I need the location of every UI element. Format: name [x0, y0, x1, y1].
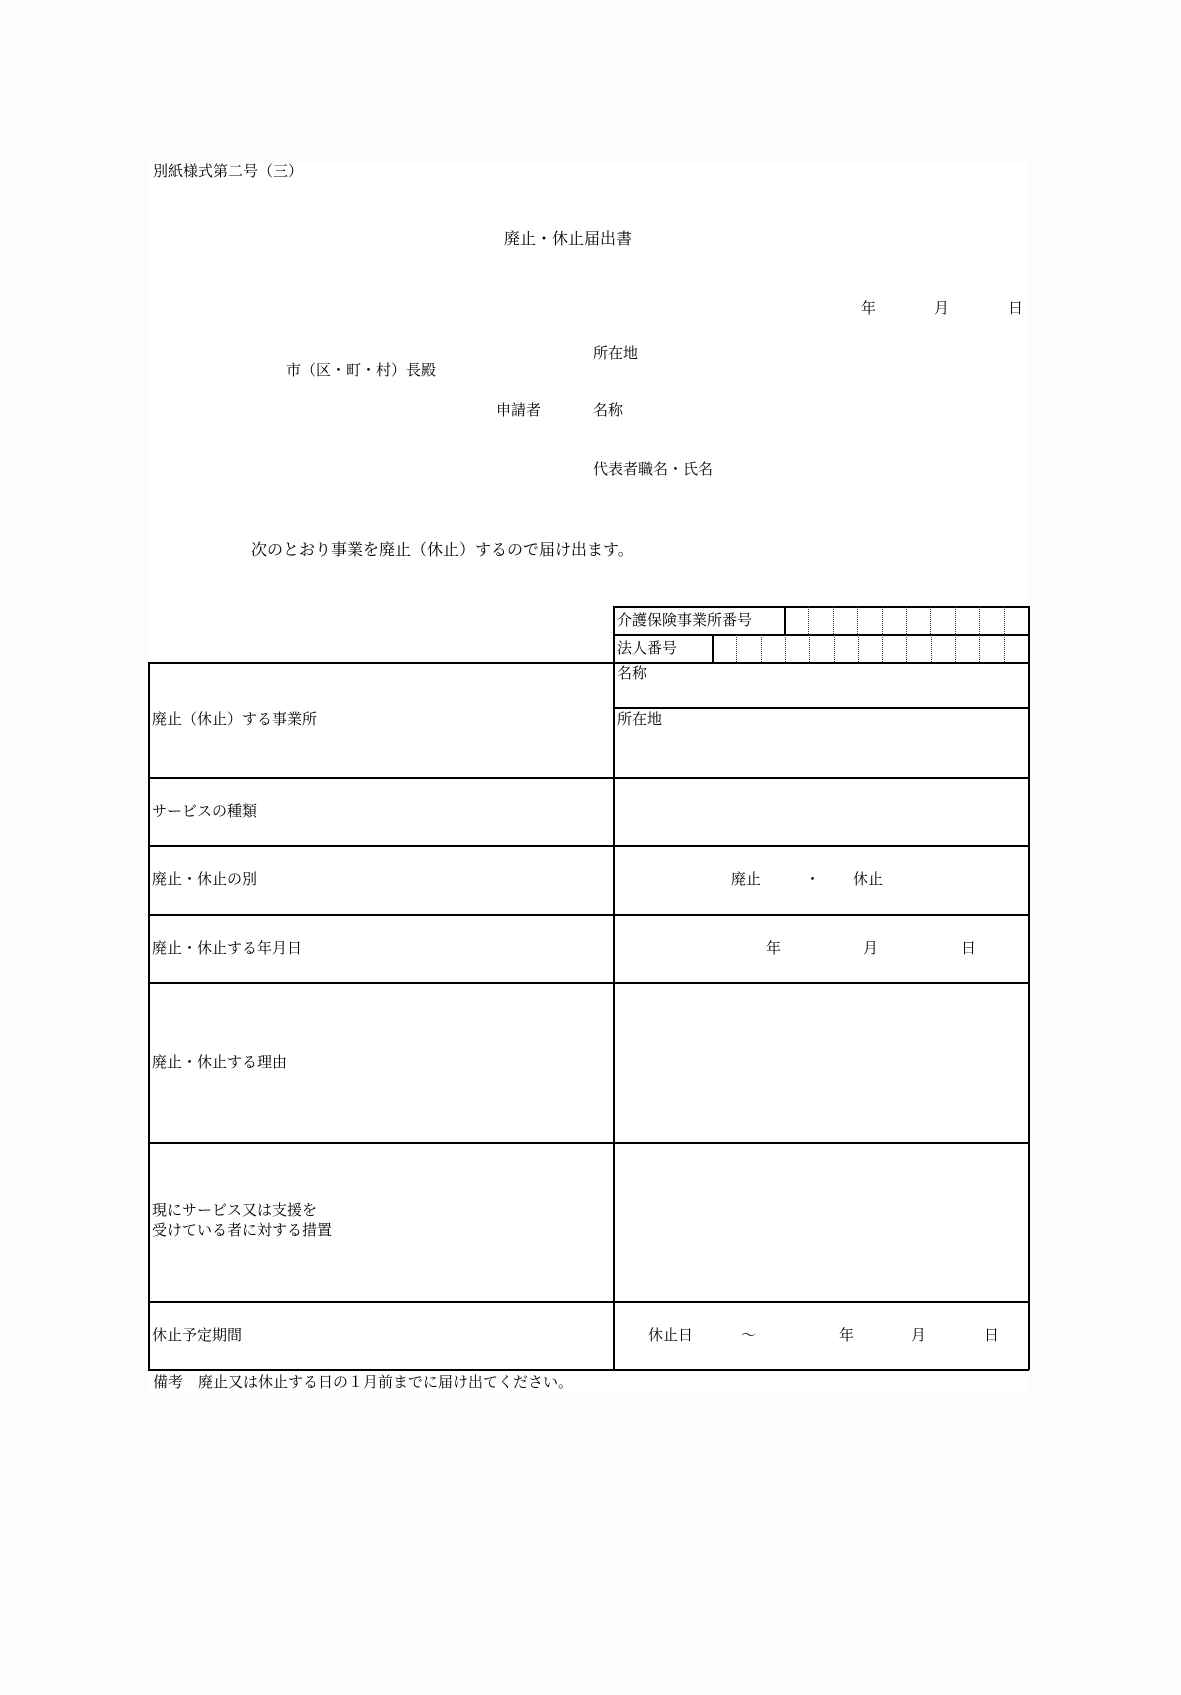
corporate-digit-divider: [761, 635, 762, 662]
period-tilde: ～: [741, 1326, 757, 1344]
period-month: 月: [911, 1326, 927, 1344]
care-insurance-digit-divider: [1004, 607, 1005, 634]
corporate-no-label: 法人番号: [617, 639, 678, 657]
care-insurance-digit-divider: [906, 607, 907, 634]
corporate-digit-divider: [809, 635, 810, 662]
option-suspend: 休止: [853, 870, 884, 888]
corporate-digit-divider: [1004, 635, 1005, 662]
applicant-label: 申請者: [496, 401, 542, 419]
corporate-digit-divider: [736, 635, 737, 662]
corporate-digit-divider: [931, 635, 932, 662]
applicant-representative-label: 代表者職名・氏名: [593, 460, 714, 478]
care-insurance-digit-divider: [833, 607, 834, 634]
period-start-label: 休止日: [648, 1326, 694, 1344]
care-insurance-digit-divider: [979, 607, 980, 634]
corporate-digit-divider: [785, 635, 786, 662]
care-insurance-digit-divider: [955, 607, 956, 634]
distinction-label: 廃止・休止の別: [152, 870, 258, 888]
period-year: 年: [839, 1326, 855, 1344]
facility-address-label: 所在地: [617, 710, 663, 728]
facility-label: 廃止（休止）する事業所: [152, 710, 318, 728]
date-day: 日: [1008, 299, 1024, 317]
addressee: 市（区・町・村）長殿: [286, 361, 437, 379]
period-day: 日: [984, 1326, 1000, 1344]
note: 備考 廃止又は休止する日の１月前までに届け出てください。: [153, 1373, 574, 1391]
date-row-year: 年: [766, 939, 782, 957]
corporate-digit-divider: [834, 635, 835, 662]
corporate-digit-divider: [858, 635, 859, 662]
page-title: 廃止・休止届出書: [504, 229, 633, 248]
applicant-name-label: 名称: [593, 401, 624, 419]
date-row-month: 月: [863, 939, 879, 957]
care-insurance-digit-divider: [882, 607, 883, 634]
care-insurance-digit-divider: [930, 607, 931, 634]
service-type-label: サービスの種類: [152, 802, 258, 820]
corporate-digit-divider: [979, 635, 980, 662]
facility-name-label: 名称: [617, 664, 648, 682]
care-insurance-digit-divider: [808, 607, 809, 634]
care-insurance-digit-divider: [857, 607, 858, 634]
period-label: 休止予定期間: [152, 1326, 243, 1344]
date-row-day: 日: [961, 939, 977, 957]
option-abolish: 廃止: [731, 870, 762, 888]
corporate-digit-divider: [882, 635, 883, 662]
reason-label: 廃止・休止する理由: [152, 1053, 288, 1071]
applicant-address-label: 所在地: [593, 344, 639, 362]
measures-label-line1: 現にサービス又は支援を: [152, 1201, 318, 1219]
measures-label-line2: 受けている者に対する措置: [152, 1221, 333, 1239]
corporate-digit-divider: [906, 635, 907, 662]
date-year: 年: [861, 299, 877, 317]
corporate-digit-divider: [955, 635, 956, 662]
option-separator: ・: [805, 870, 821, 888]
statement: 次のとおり事業を廃止（休止）するので届け出ます。: [251, 540, 634, 559]
care-insurance-no-label: 介護保険事業所番号: [617, 611, 753, 629]
date-month: 月: [934, 299, 950, 317]
date-row-label: 廃止・休止する年月日: [152, 939, 303, 957]
form-number: 別紙様式第二号（三）: [153, 162, 304, 180]
